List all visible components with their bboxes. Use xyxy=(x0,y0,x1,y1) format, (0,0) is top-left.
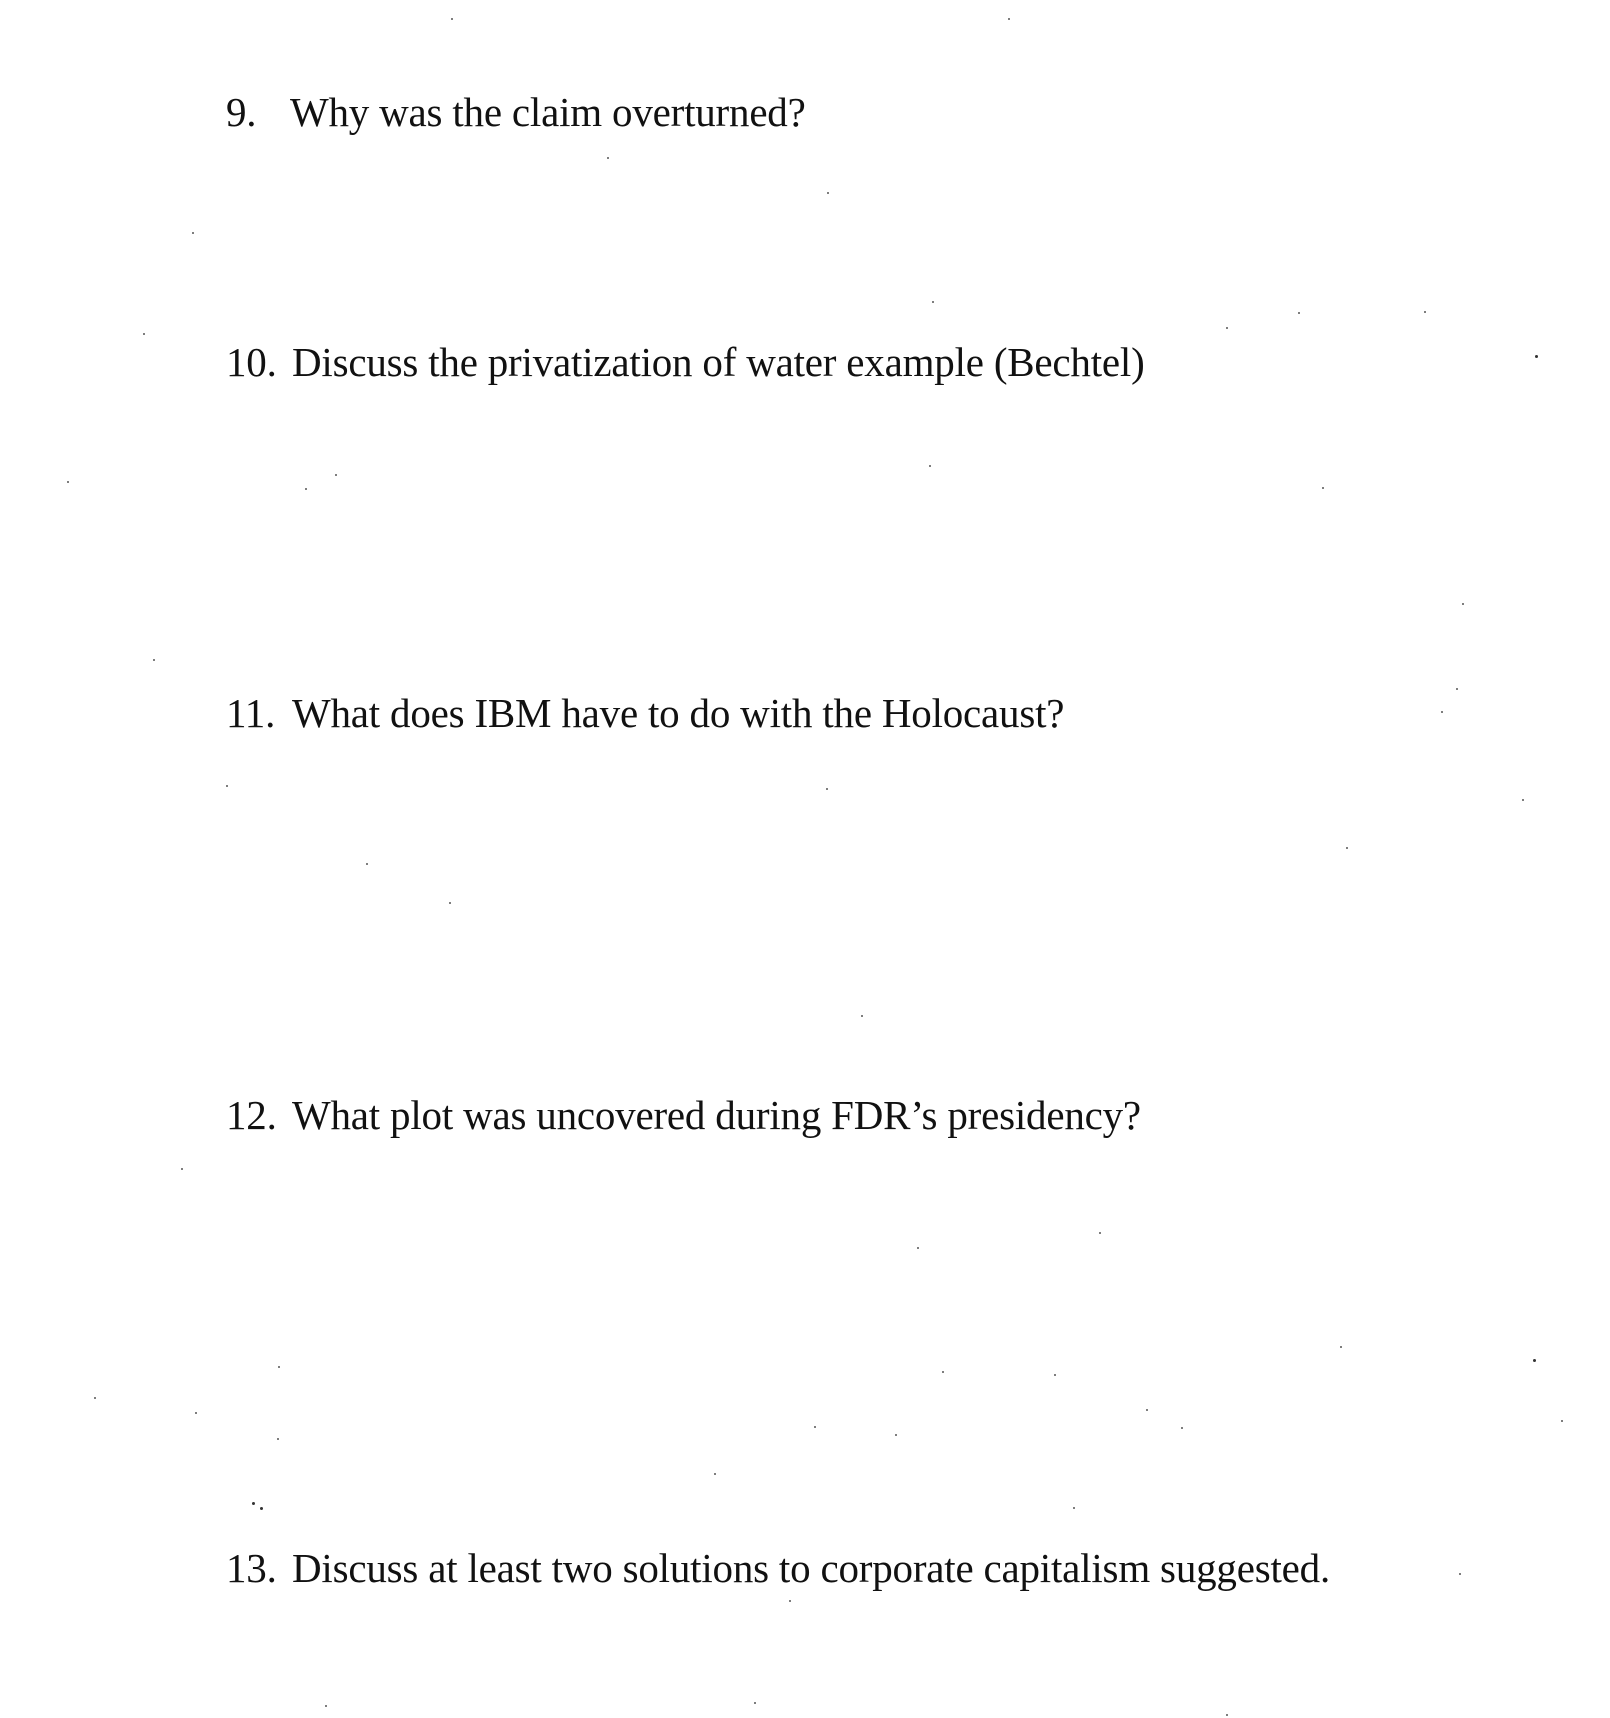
scan-speck xyxy=(932,301,934,303)
scan-speck xyxy=(1535,355,1538,358)
scan-speck xyxy=(181,1168,183,1170)
scan-speck xyxy=(942,1371,944,1373)
scan-speck xyxy=(1424,311,1426,313)
scan-speck xyxy=(754,1702,756,1704)
scan-speck xyxy=(607,157,609,159)
scan-speck xyxy=(1181,1427,1183,1429)
scan-speck xyxy=(67,481,69,483)
scan-speck xyxy=(1298,312,1300,314)
question-12 xyxy=(226,1092,1141,1138)
scan-speck xyxy=(1533,1359,1536,1362)
scan-speck xyxy=(451,18,453,20)
scan-speck xyxy=(1462,603,1464,605)
scan-speck xyxy=(449,902,451,904)
scan-speck xyxy=(826,788,828,790)
question-number: 10. xyxy=(226,339,277,385)
scan-speck xyxy=(861,1015,863,1017)
scan-speck xyxy=(1226,1714,1228,1716)
scan-speck xyxy=(1146,1409,1148,1411)
scan-speck xyxy=(153,659,155,661)
question-number: 13. xyxy=(226,1545,277,1591)
question-text: Discuss at least two solutions to corporate capitalism suggested. xyxy=(292,1545,1331,1591)
question-number: 12. xyxy=(226,1092,277,1138)
scan-speck xyxy=(929,465,931,467)
scan-speck xyxy=(260,1507,263,1510)
scan-speck xyxy=(1346,847,1348,849)
scan-speck xyxy=(1099,1232,1101,1234)
question-text: Discuss the privatization of water example (Bechtel) xyxy=(292,339,1145,385)
question-11 xyxy=(226,690,1065,736)
scan-speck xyxy=(714,1473,716,1475)
scan-speck xyxy=(1054,1374,1056,1376)
question-10 xyxy=(226,339,1145,385)
scan-speck xyxy=(1226,327,1228,329)
question-text: What plot was uncovered during FDR’s presidency? xyxy=(292,1092,1141,1138)
question-text: What does IBM have to do with the Holocaust? xyxy=(292,690,1065,736)
scan-speck xyxy=(226,785,228,787)
scan-speck xyxy=(335,474,337,476)
scan-speck xyxy=(305,488,307,490)
scan-speck xyxy=(1456,688,1458,690)
scan-speck xyxy=(917,1247,919,1249)
scan-speck xyxy=(252,1502,255,1505)
scan-speck xyxy=(1459,1573,1461,1575)
scan-speck xyxy=(325,1705,327,1707)
scan-speck xyxy=(192,232,194,234)
question-9 xyxy=(226,89,806,135)
scan-speck xyxy=(895,1434,897,1436)
scan-speck xyxy=(1522,799,1524,801)
scan-speck xyxy=(789,1600,791,1602)
scan-speck xyxy=(1322,487,1324,489)
scan-speck xyxy=(195,1412,197,1414)
scan-speck xyxy=(1561,1420,1563,1422)
scan-speck xyxy=(1073,1507,1075,1509)
question-13 xyxy=(226,1545,1331,1591)
question-text: Why was the claim overturned? xyxy=(290,89,806,135)
scan-speck xyxy=(1008,18,1010,20)
scan-speck xyxy=(94,1397,96,1399)
question-number: 9. xyxy=(226,89,257,135)
scan-speck xyxy=(277,1438,279,1440)
scan-speck xyxy=(366,863,368,865)
scan-speck xyxy=(143,333,145,335)
question-number: 11. xyxy=(226,690,276,736)
scan-speck xyxy=(1441,711,1443,713)
scan-speck xyxy=(1340,1346,1342,1348)
scan-speck xyxy=(814,1426,816,1428)
scan-speck xyxy=(278,1366,280,1368)
scan-speck xyxy=(827,192,829,194)
